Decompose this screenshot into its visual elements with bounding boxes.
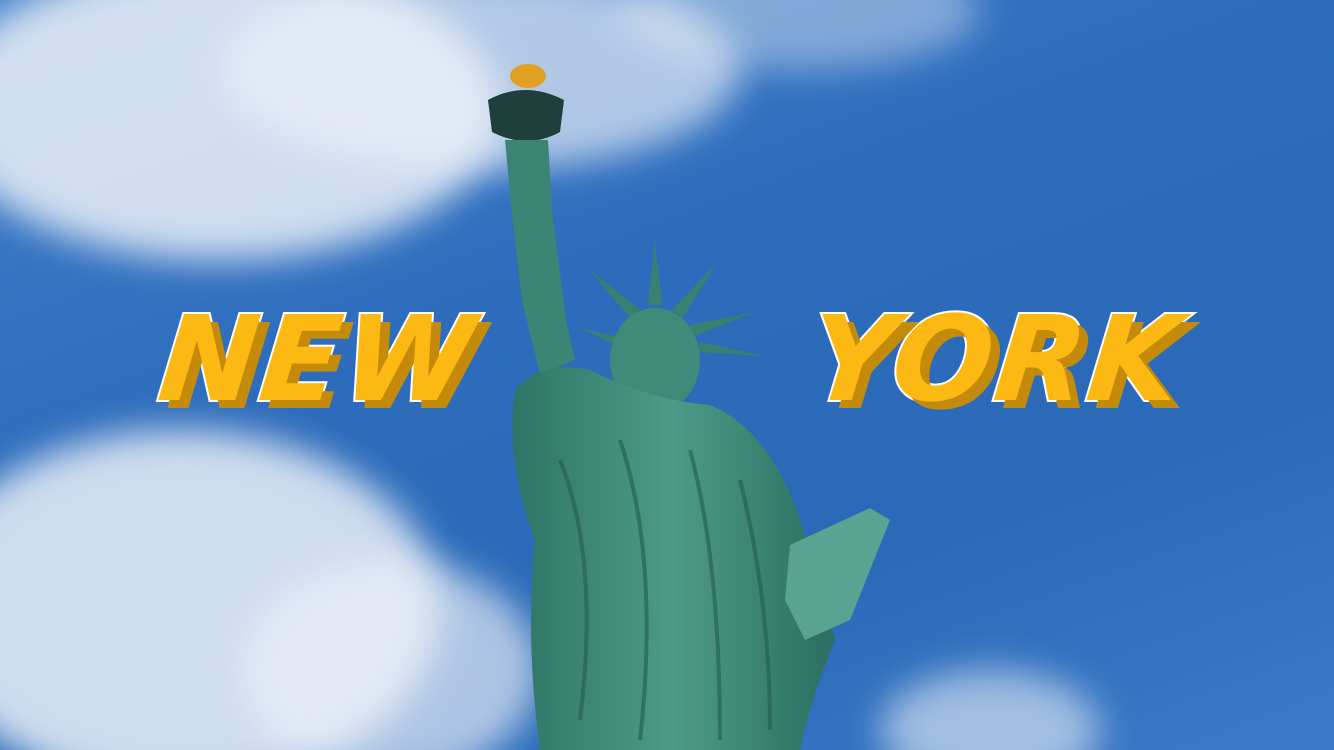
title-word-york: YORK [802, 290, 1190, 428]
torch-flame [510, 64, 546, 88]
title-word-new: NEW [152, 290, 483, 428]
statue-robe [513, 368, 836, 750]
raised-arm [505, 140, 575, 375]
torch-cup [488, 90, 564, 141]
